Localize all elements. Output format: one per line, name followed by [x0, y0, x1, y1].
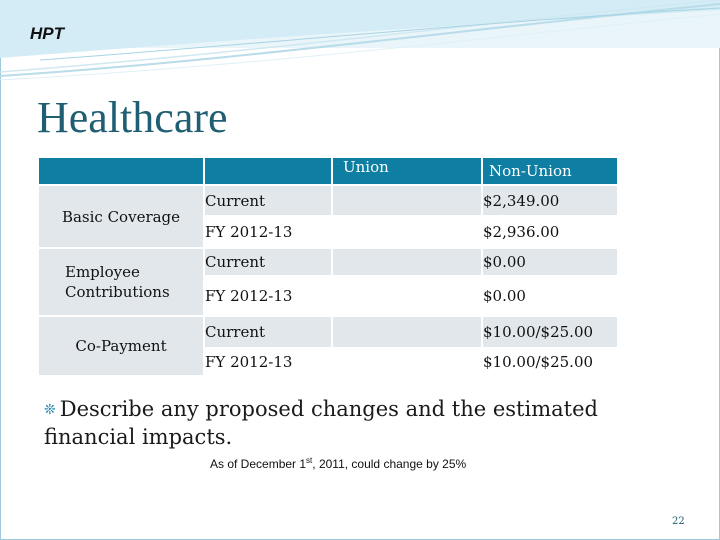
- bullet-icon: ❊: [44, 402, 56, 418]
- header-cell-non-union: Non-Union: [482, 157, 618, 185]
- bullet-point: [44, 396, 684, 451]
- page-number: 22: [672, 516, 685, 527]
- non-union-cell: $10.00/$25.00: [482, 348, 618, 376]
- note-suffix: , 2011, could change by 25%: [312, 457, 467, 471]
- category-label: Employee Contributions: [65, 263, 170, 301]
- header-swoosh-decoration: [0, 0, 720, 80]
- healthcare-table: [37, 156, 619, 377]
- note-sup: st: [306, 456, 313, 465]
- header-cell-union: Union: [332, 157, 482, 185]
- table-row: [38, 316, 618, 348]
- category-cell: Co-Payment: [38, 316, 204, 376]
- category-cell: [38, 248, 204, 316]
- table-header-row: [38, 157, 618, 185]
- period-cell: Current: [204, 248, 332, 276]
- union-cell: [332, 185, 482, 216]
- header-cell-category: [38, 157, 204, 185]
- period-cell: Current: [204, 185, 332, 216]
- period-cell: FY 2012-13: [204, 276, 332, 316]
- period-cell: Current: [204, 316, 332, 348]
- bullet-text: Describe any proposed changes and the estimated financial impacts.: [44, 397, 598, 449]
- header-cell-period: [204, 157, 332, 185]
- footnote: [210, 456, 466, 471]
- period-cell: FY 2012-13: [204, 216, 332, 248]
- non-union-cell: $10.00/$25.00: [482, 316, 618, 348]
- union-cell: [332, 216, 482, 248]
- union-cell: [332, 348, 482, 376]
- union-cell: [332, 248, 482, 276]
- note-prefix: As of December 1: [210, 457, 307, 471]
- table-row: [38, 248, 618, 276]
- period-cell: FY 2012-13: [204, 348, 332, 376]
- union-cell: [332, 316, 482, 348]
- table-row: [38, 185, 618, 216]
- non-union-cell: $0.00: [482, 248, 618, 276]
- category-cell: Basic Coverage: [38, 185, 204, 248]
- non-union-cell: $0.00: [482, 276, 618, 316]
- union-cell: [332, 276, 482, 316]
- non-union-cell: $2,936.00: [482, 216, 618, 248]
- header-label: HPT: [30, 24, 64, 43]
- page-title: Healthcare: [37, 93, 228, 142]
- non-union-cell: $2,349.00: [482, 185, 618, 216]
